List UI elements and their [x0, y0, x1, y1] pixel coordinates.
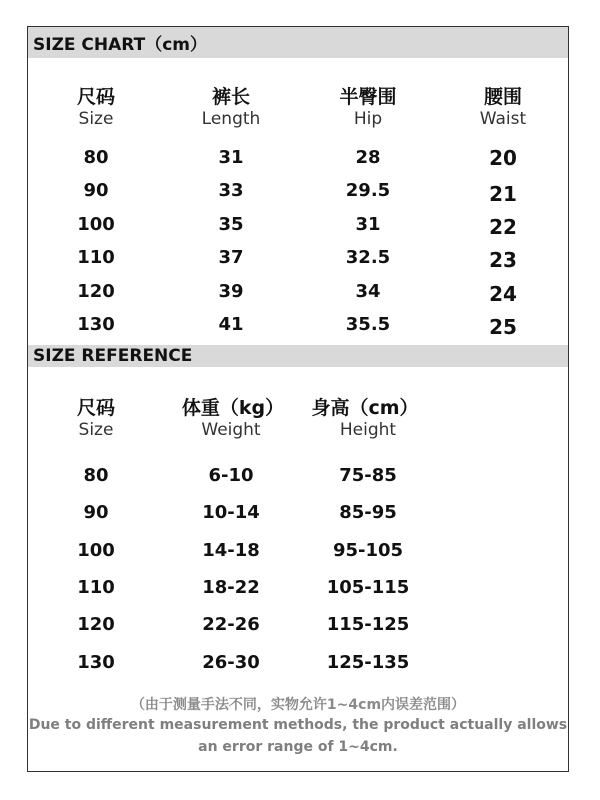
ref-header-height-cn: 身高（cm）	[311, 397, 419, 419]
ref-weight-cell: 6-10	[208, 465, 254, 486]
ref-size-cell: 90	[83, 502, 109, 523]
ref-weight-cell: 10-14	[202, 502, 260, 523]
hip-cell: 34	[355, 281, 381, 302]
ref-header-size-en: Size	[78, 420, 114, 440]
ref-weight-cell: 18-22	[202, 577, 260, 598]
length-cell: 35	[218, 214, 244, 235]
size-cell: 110	[77, 247, 115, 268]
hip-cell: 35.5	[345, 314, 391, 335]
length-cell: 39	[218, 281, 244, 302]
waist-cell: 24	[489, 282, 517, 306]
length-cell: 41	[218, 314, 244, 335]
size-cell: 120	[77, 281, 115, 302]
length-cell: 37	[218, 247, 244, 268]
note-en-line-1: Due to different measurement methods, the product actually allows	[28, 717, 568, 733]
ref-height-cell: 75-85	[339, 465, 397, 486]
ref-header-weight-en: Weight	[201, 420, 261, 440]
waist-cell: 21	[489, 182, 517, 206]
ref-size-cell: 120	[77, 614, 115, 635]
length-cell: 33	[218, 180, 244, 201]
note-en-line-2: an error range of 1~4cm.	[198, 739, 398, 755]
ref-header-size-cn: 尺码	[76, 397, 115, 419]
header-hip-cn: 半臀围	[339, 86, 397, 108]
header-length-cn: 裤长	[211, 86, 250, 108]
ref-size-cell: 100	[77, 540, 115, 561]
waist-cell: 25	[489, 315, 517, 339]
size-reference-title: SIZE REFERENCE	[28, 345, 568, 367]
ref-height-cell: 115-125	[326, 614, 410, 635]
ref-height-cell: 95-105	[332, 540, 404, 561]
ref-height-cell: 85-95	[339, 502, 397, 523]
waist-cell: 22	[489, 215, 517, 239]
ref-weight-cell: 26-30	[202, 652, 260, 673]
ref-size-cell: 80	[83, 465, 109, 486]
waist-cell: 23	[489, 248, 517, 272]
size-cell: 100	[77, 214, 115, 235]
waist-cell: 20	[489, 146, 517, 170]
ref-height-cell: 105-115	[326, 577, 410, 598]
header-waist-cn: 腰围	[483, 86, 522, 108]
ref-height-cell: 125-135	[326, 652, 410, 673]
ref-header-weight-cn: 体重（kg）	[181, 397, 285, 419]
size-cell: 80	[83, 147, 109, 168]
size-chart-card	[27, 26, 569, 772]
size-cell: 90	[83, 180, 109, 201]
header-size-en: Size	[78, 109, 114, 129]
header-length-en: Length	[201, 109, 261, 129]
size-cell: 130	[77, 314, 115, 335]
hip-cell: 28	[355, 147, 381, 168]
header-size-cn: 尺码	[76, 86, 115, 108]
hip-cell: 31	[355, 214, 381, 235]
length-cell: 31	[218, 147, 244, 168]
ref-weight-cell: 22-26	[202, 614, 260, 635]
header-waist-en: Waist	[479, 109, 527, 129]
ref-size-cell: 110	[77, 577, 115, 598]
size-chart-title: SIZE CHART（cm）	[28, 27, 568, 58]
ref-weight-cell: 14-18	[202, 540, 260, 561]
ref-size-cell: 130	[77, 652, 115, 673]
hip-cell: 29.5	[345, 180, 391, 201]
note-cn: （由于测量手法不同，实物允许1~4cm内误差范围）	[130, 697, 466, 713]
hip-cell: 32.5	[345, 247, 391, 268]
ref-header-height-en: Height	[339, 420, 397, 440]
header-hip-en: Hip	[353, 109, 383, 129]
